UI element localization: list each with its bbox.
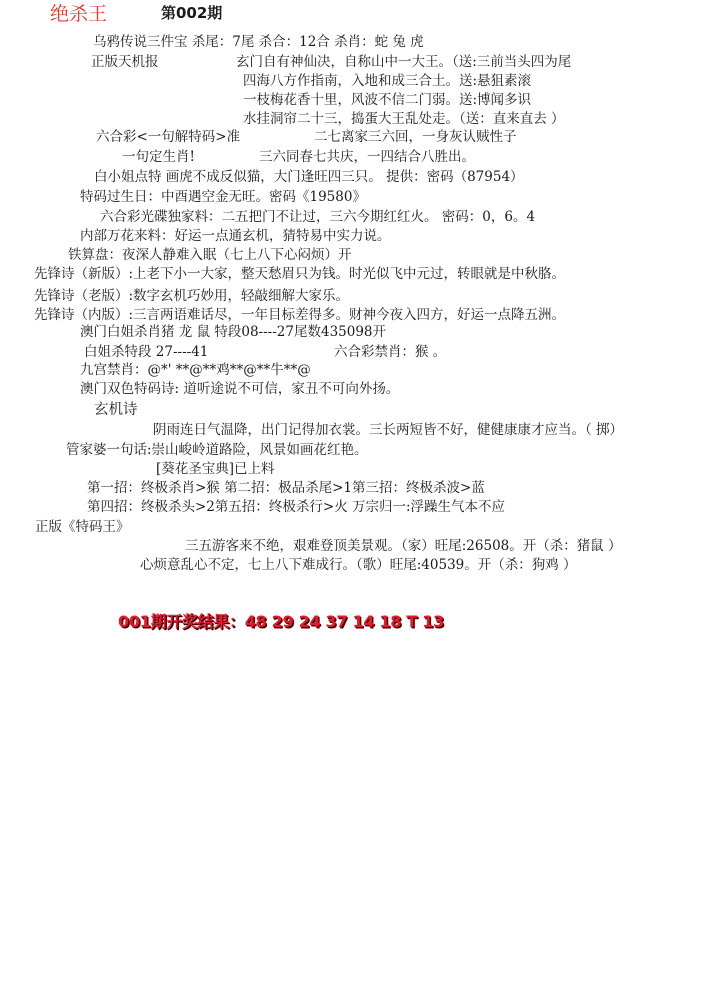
text-line-poem-internal: 先锋诗（内版）:三言两语难话尽，一年目标差得多。财神今夜入四方，好运一点降五洲。 — [34, 307, 566, 323]
text-line-macau-baijie: 澳门白姐杀肖猪 龙 鼠 特段08----27尾数435098开 — [80, 324, 387, 340]
section-heading-xuanji: 玄机诗 — [94, 402, 138, 418]
text-line-birthday: 特码过生日：中酉遇空金无旺。密码《19580》 — [80, 189, 366, 205]
text-line-forbidden-zodiac: 六合彩禁肖：猴 。 — [334, 344, 447, 360]
text-line-abacus: 铁算盘：夜深人静难入眠（七上八下心闷烦）开 — [68, 247, 352, 263]
text-line-poem-old: 先锋诗（老版）:数字玄机巧妙用，轻敲细解大家乐。 — [34, 288, 350, 304]
brand-title: 绝杀王 — [50, 3, 108, 25]
text-line-crow-legend: 乌鸦传说三件宝 杀尾：7尾 杀合：12合 杀肖：蛇 兔 虎 — [93, 34, 424, 50]
text-line-baijie-segment: 白姐杀特段 27----41 — [84, 344, 209, 360]
section-heading-zodiac: 一句定生肖! — [122, 149, 195, 165]
text-line-xuanji-poem: 阴雨连日气温降，出门记得加衣裳。三长两短皆不好，健健康康才应当。（ 掷） — [153, 422, 624, 438]
text-line-macau-two-color: 澳门双色特码诗: 道听途说不可信，家丑不可向外扬。 — [80, 381, 400, 397]
text-line-disc-exclusive: 六合彩光碟独家料：二五把门不让过，三六今期红红火。 密码：0，6。4 — [100, 209, 536, 225]
text-line-housekeeper: 管家婆一句话:崇山峻岭道路险，风景如画花红艳。 — [66, 442, 368, 458]
text-line-tema-1: 三五游客来不绝，艰难登顶美景观。（家）旺尾:26508。开（杀：猪鼠 ） — [185, 538, 622, 554]
issue-number: 第002期 — [161, 4, 223, 22]
text-line-tianji-3: 一枝梅花香十里，风波不信二门弱。送:博闻多识 — [243, 92, 532, 108]
draw-result: 001期开奖结果：48 29 24 37 14 18 T 13 — [118, 612, 444, 631]
text-line-tema-2: 心烦意乱心不定，七上八下难成行。（歌）旺尾:40539。开（杀：狗鸡 ） — [140, 557, 577, 573]
section-heading-sunflower: [葵花圣宝典]已上料 — [156, 461, 275, 477]
text-line-poem-new: 先锋诗（新版）:上老下小一大家，整天愁眉只为钱。时光似飞中元过，转眼就是中秋胳。 — [34, 266, 566, 282]
text-line-moves-2: 第四招：终极杀头>2第五招：终极杀行>火 万宗归一:浮躁生气本不应 — [87, 499, 506, 515]
text-line-baixiaojie: 白小姐点特 画虎不成反似猫，大门逢旺四三只。 提供：密码（87954） — [94, 169, 524, 185]
section-heading-tianji: 正版天机报 — [91, 54, 159, 70]
text-line-tianji-2: 四海八方作指南，入地和成三合土。送:悬狙素滚 — [243, 73, 532, 89]
text-line-nine-palace: 九宫禁肖：@*' **@**鸡**@**牛**@ — [80, 362, 311, 378]
text-line-moves-1: 第一招：终极杀肖>猴 第二招：极品杀尾>1第三招：终极杀波>蓝 — [87, 480, 485, 496]
section-heading-tema-wang: 正版《特码王》 — [35, 519, 130, 535]
text-line-tianji-1: 玄门自有神仙决，自称山中一大王。（送:三前当头四为尾 — [236, 54, 572, 70]
text-line-tianji-4: 水挂洞帘二十三，捣蛋大王乱处走。（送：直来直去 ） — [243, 111, 565, 127]
text-line-one-sentence-1: 二七离家三六回，一身灰认贼性子 — [314, 129, 517, 145]
text-line-one-sentence-2: 三六同春七共庆，一四结合八胜出。 — [259, 149, 475, 165]
section-heading-one-sentence: 六合彩<一句解特码>准 — [96, 129, 241, 145]
text-line-internal: 内部万花来料：好运一点通玄机，猜特易中实力说。 — [80, 228, 391, 244]
